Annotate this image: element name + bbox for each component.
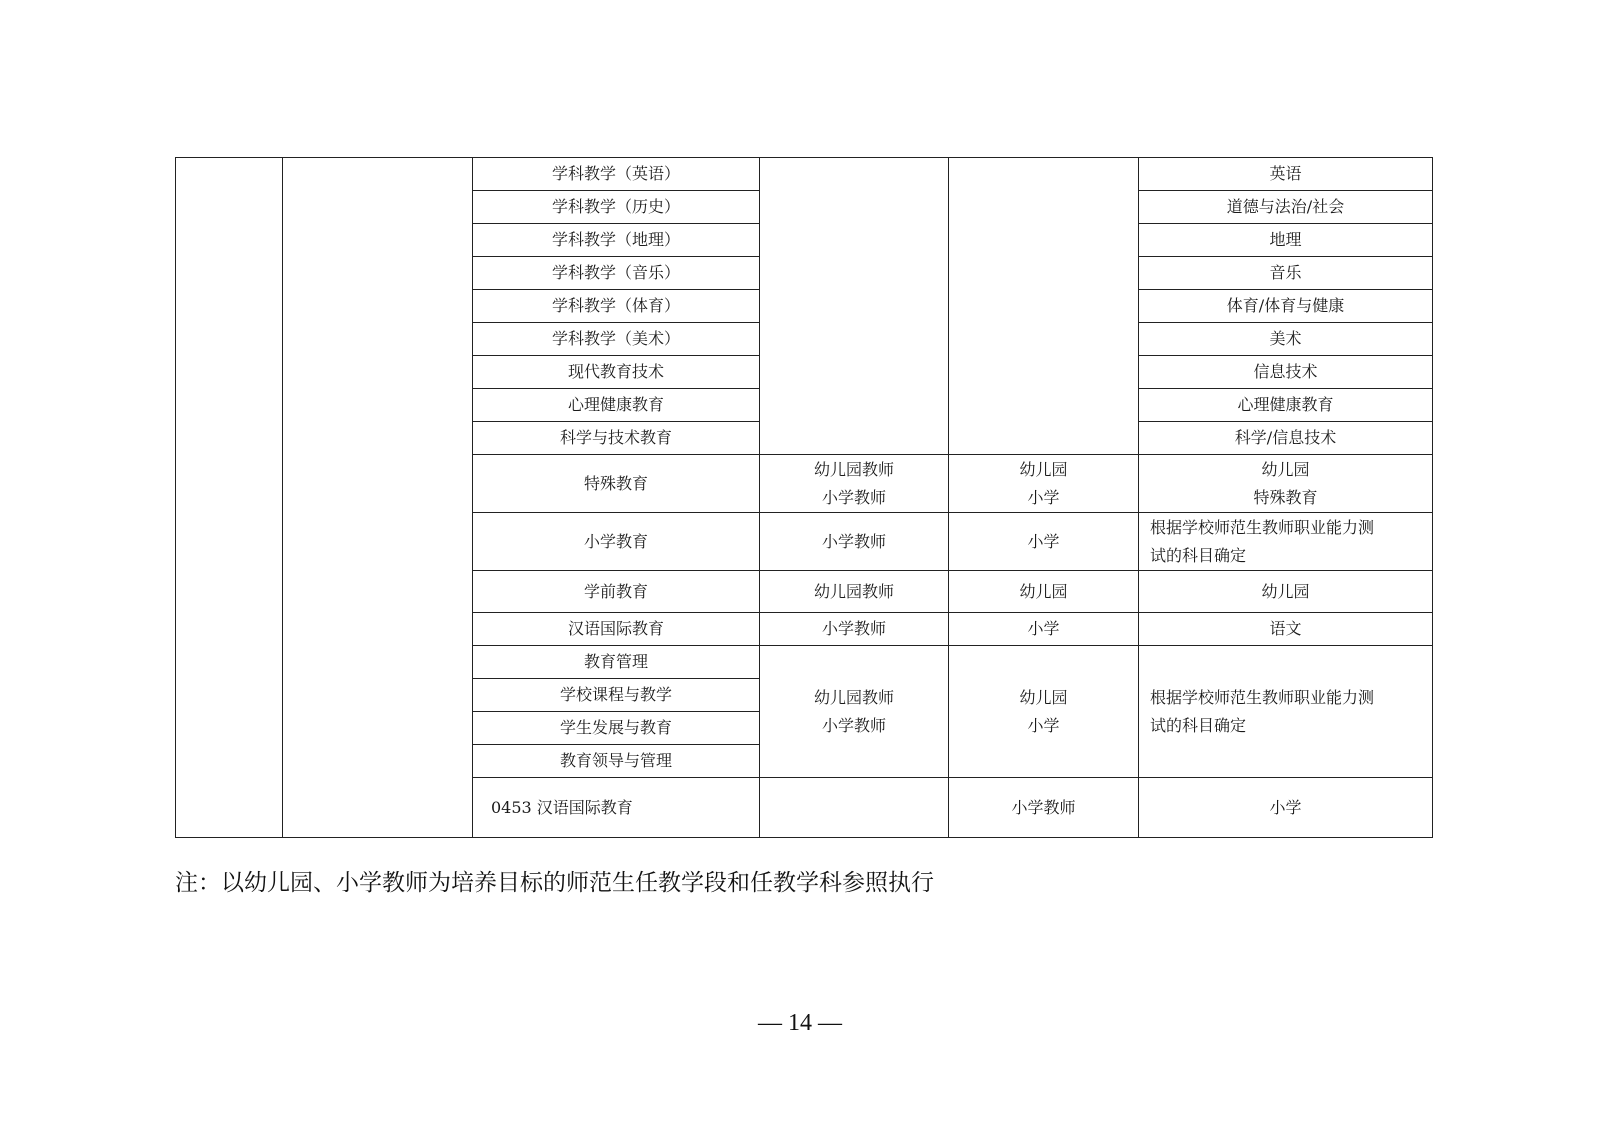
target-cell	[760, 158, 949, 455]
major-cell: 学科教学（美术）	[473, 323, 760, 356]
subject-cell: 地理	[1139, 224, 1433, 257]
major-cell: 特殊教育	[473, 455, 760, 513]
subject-cell: 幼儿园	[1139, 571, 1433, 613]
target-cell: 小学教师	[949, 778, 1139, 838]
category-cell: 0453 汉语国际教育	[473, 778, 760, 838]
teacher-qualification-table	[175, 157, 1433, 838]
stage-cell: 小学	[1139, 778, 1433, 838]
subject-cell: 道德与法治/社会	[1139, 191, 1433, 224]
major-cell: 学科教学（地理）	[473, 224, 760, 257]
target-cell: 幼儿园教师 小学教师	[760, 455, 949, 513]
subject-cell: 美术	[1139, 323, 1433, 356]
major-cell: 教育管理	[473, 646, 760, 679]
stage-cell: 小学	[949, 613, 1139, 646]
subject-cell: 体育/体育与健康	[1139, 290, 1433, 323]
major-cell: 学科教学（音乐）	[473, 257, 760, 290]
subject-cell: 根据学校师范生教师职业能力测 试的科目确定	[1139, 513, 1433, 571]
major-cell: 学前教育	[473, 571, 760, 613]
major-cell: 心理健康教育	[473, 389, 760, 422]
stage-cell	[949, 158, 1139, 455]
page-number: — 14 —	[758, 1010, 842, 1036]
subject-cell: 语文	[1139, 613, 1433, 646]
major-cell: 学生发展与教育	[473, 712, 760, 745]
stage-cell: 小学	[949, 513, 1139, 571]
major-cell	[760, 778, 949, 838]
target-cell: 小学教师	[760, 513, 949, 571]
target-cell: 小学教师	[760, 613, 949, 646]
stage-cell: 幼儿园 小学	[949, 455, 1139, 513]
major-cell: 学科教学（英语）	[473, 158, 760, 191]
subject-cell: 信息技术	[1139, 356, 1433, 389]
major-cell: 科学与技术教育	[473, 422, 760, 455]
table-note: 注：以幼儿园、小学教师为培养目标的师范生任教学段和任教学科参照执行	[175, 870, 934, 896]
target-cell: 幼儿园教师	[760, 571, 949, 613]
major-cell: 学科教学（历史）	[473, 191, 760, 224]
subject-cell: 科学/信息技术	[1139, 422, 1433, 455]
subject-cell: 音乐	[1139, 257, 1433, 290]
target-cell: 幼儿园教师 小学教师	[760, 646, 949, 778]
subject-cell: 根据学校师范生教师职业能力测 试的科目确定	[1139, 646, 1433, 778]
major-cell: 学校课程与教学	[473, 679, 760, 712]
discipline-cell	[176, 158, 283, 838]
major-cell: 小学教育	[473, 513, 760, 571]
subject-cell: 心理健康教育	[1139, 389, 1433, 422]
major-cell: 汉语国际教育	[473, 613, 760, 646]
subject-cell: 幼儿园 特殊教育	[1139, 455, 1433, 513]
major-cell: 教育领导与管理	[473, 745, 760, 778]
table-row	[176, 158, 1433, 191]
major-cell: 现代教育技术	[473, 356, 760, 389]
stage-cell: 幼儿园	[949, 571, 1139, 613]
stage-cell: 幼儿园 小学	[949, 646, 1139, 778]
major-cell: 学科教学（体育）	[473, 290, 760, 323]
subject-cell: 英语	[1139, 158, 1433, 191]
category-cell	[283, 158, 473, 838]
